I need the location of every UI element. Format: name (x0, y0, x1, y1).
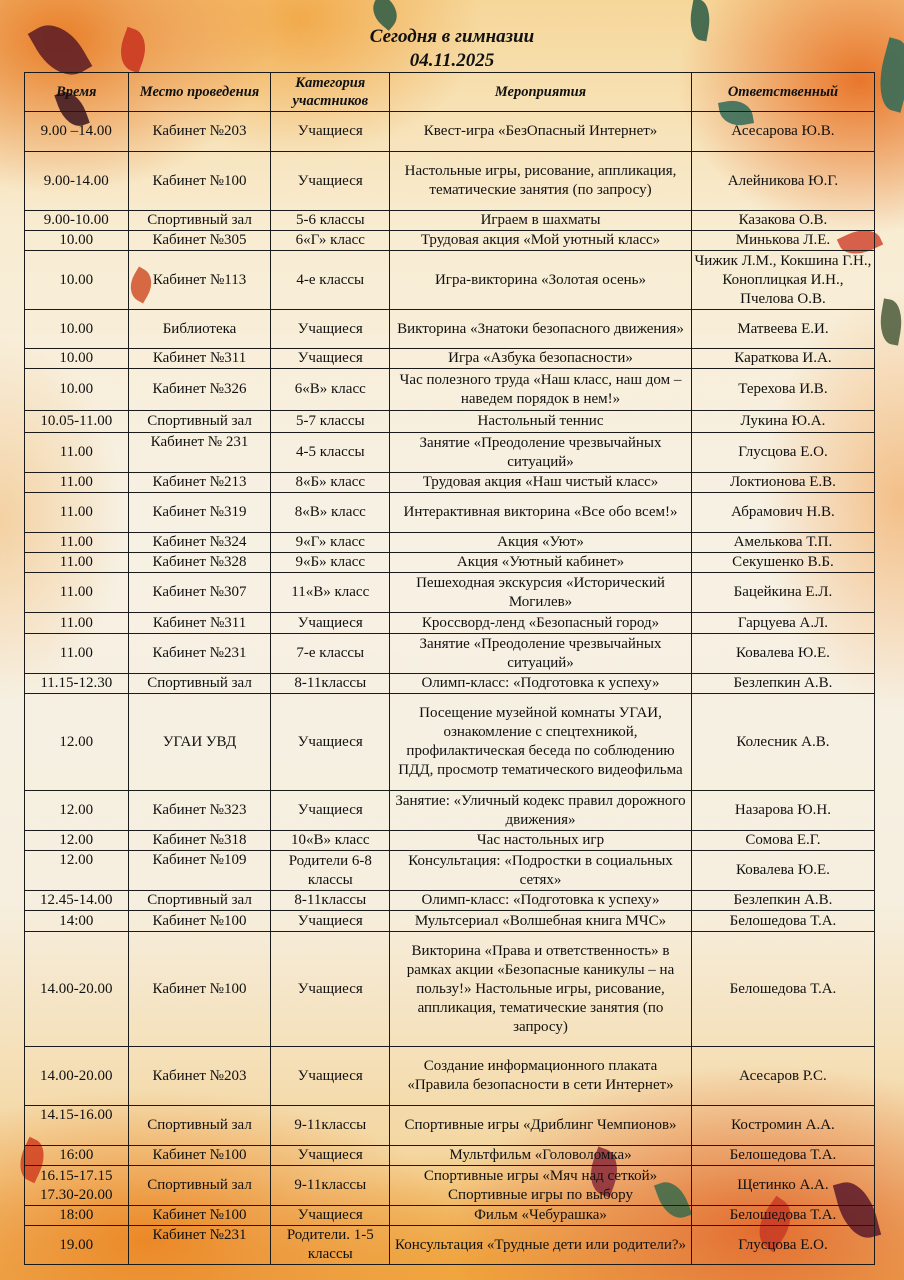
cell-responsible: Терехова И.В. (691, 369, 874, 411)
cell-time: 14.15-16.00 (25, 1106, 129, 1146)
table-row (25, 493, 875, 533)
cell-place: Кабинет №328 (128, 553, 271, 573)
cell-place: Кабинет №203 (128, 112, 271, 152)
cell-category: 9-11классы (271, 1166, 390, 1206)
cell-responsible: Матвеева Е.И. (691, 310, 874, 349)
cell-time: 11.15-12.30 (25, 674, 129, 694)
table-row (25, 369, 875, 411)
table-row (25, 891, 875, 911)
table-row (25, 1047, 875, 1106)
table-row (25, 851, 875, 891)
table-row (25, 152, 875, 211)
cell-time: 12.00 (25, 831, 129, 851)
cell-place: Кабинет №307 (128, 573, 271, 613)
cell-place: Кабинет №213 (128, 473, 271, 493)
table-row (25, 613, 875, 634)
page-title: Сегодня в гимназии (369, 26, 535, 47)
cell-event: Викторина «Права и ответственность» в рамках акции «Безопасные каникулы – на пользу!» Настольные игры, рисование, аппликация, тематические занятия (по запросу) (390, 932, 692, 1047)
cell-responsible: Асесарова Ю.В. (691, 112, 874, 152)
cell-responsible: Казакова О.В. (691, 211, 874, 231)
cell-category: 8-11классы (271, 674, 390, 694)
cell-responsible: Асесаров Р.С. (691, 1047, 874, 1106)
cell-category: 9«Б» класс (271, 553, 390, 573)
cell-category: 4-е классы (271, 251, 390, 310)
cell-responsible: Амелькова Т.П. (691, 533, 874, 553)
cell-time: 10.00 (25, 369, 129, 411)
cell-time: 10.05-11.00 (25, 411, 129, 433)
cell-category: 5-6 классы (271, 211, 390, 231)
column-header-responsible: Ответственный (691, 73, 874, 112)
cell-place: Кабинет №323 (128, 791, 271, 831)
cell-event: Трудовая акция «Мой уютный класс» (390, 231, 692, 251)
cell-responsible: Абрамович Н.В. (691, 493, 874, 533)
cell-category: 5-7 классы (271, 411, 390, 433)
table-row (25, 791, 875, 831)
cell-place: Кабинет №100 (128, 1206, 271, 1226)
table-row (25, 1226, 875, 1265)
cell-place: Спортивный зал (128, 1166, 271, 1206)
cell-responsible: Глусцова Е.О. (691, 433, 874, 473)
cell-category: 10«В» класс (271, 831, 390, 851)
cell-time: 10.00 (25, 310, 129, 349)
cell-category: Учащиеся (271, 694, 390, 791)
cell-event: Игра-викторина «Золотая осень» (390, 251, 692, 310)
cell-category: Учащиеся (271, 1206, 390, 1226)
cell-event: Мультфильм «Головоломка» (390, 1146, 692, 1166)
cell-event: Занятие «Преодоление чрезвычайных ситуаций» (390, 634, 692, 674)
table-row (25, 112, 875, 152)
cell-category: Родители. 1-5 классы (271, 1226, 390, 1265)
cell-event: Час настольных игр (390, 831, 692, 851)
cell-responsible: Щетинко А.А. (691, 1166, 874, 1206)
table-row (25, 251, 875, 310)
table-row (25, 349, 875, 369)
cell-event: Интерактивная викторина «Все обо всем!» (390, 493, 692, 533)
cell-time: 14.00-20.00 (25, 1047, 129, 1106)
cell-responsible: Белошедова Т.А. (691, 1146, 874, 1166)
table-row (25, 634, 875, 674)
cell-event: Пешеходная экскурсия «Исторический Могилев» (390, 573, 692, 613)
cell-place: Кабинет №231 (128, 634, 271, 674)
cell-time: 12.45-14.00 (25, 891, 129, 911)
cell-time: 14.00-20.00 (25, 932, 129, 1047)
cell-category: Учащиеся (271, 1047, 390, 1106)
schedule-table (24, 72, 875, 1265)
cell-event: Кроссворд-ленд «Безопасный город» (390, 613, 692, 634)
table-row (25, 831, 875, 851)
leaf-decoration (876, 298, 904, 345)
cell-responsible: Алейникова Ю.Г. (691, 152, 874, 211)
cell-responsible: Костромин А.А. (691, 1106, 874, 1146)
column-header-time: Время (25, 73, 129, 112)
cell-place: Кабинет №324 (128, 533, 271, 553)
cell-place: Кабинет №319 (128, 493, 271, 533)
cell-time: 12.00 (25, 694, 129, 791)
table-row (25, 211, 875, 231)
cell-responsible: Сомова Е.Г. (691, 831, 874, 851)
cell-responsible: Колесник А.В. (691, 694, 874, 791)
cell-event: Спортивные игры «Мяч над сеткой» Спортивные игры по выбору (390, 1166, 692, 1206)
cell-event: Игра «Азбука безопасности» (390, 349, 692, 369)
cell-event: Олимп-класс: «Подготовка к успеху» (390, 674, 692, 694)
cell-event: Консультация: «Подростки в социальных сетях» (390, 851, 692, 891)
cell-category: Учащиеся (271, 112, 390, 152)
table-row (25, 1146, 875, 1166)
cell-responsible: Бацейкина Е.Л. (691, 573, 874, 613)
cell-event: Акция «Уют» (390, 533, 692, 553)
cell-place: Кабинет №311 (128, 349, 271, 369)
cell-event: Олимп-класс: «Подготовка к успеху» (390, 891, 692, 911)
table-row (25, 674, 875, 694)
cell-responsible: Глусцова Е.О. (691, 1226, 874, 1265)
cell-category: 9«Г» класс (271, 533, 390, 553)
table-row (25, 411, 875, 433)
cell-category: 6«Г» класс (271, 231, 390, 251)
cell-responsible: Назарова Ю.Н. (691, 791, 874, 831)
page-date: 04.11.2025 (409, 50, 495, 71)
cell-category: Учащиеся (271, 911, 390, 932)
cell-responsible: Секушенко В.Б. (691, 553, 874, 573)
cell-time: 12.00 (25, 791, 129, 831)
cell-category: Учащиеся (271, 791, 390, 831)
cell-event: Создание информационного плаката «Правила безопасности в сети Интернет» (390, 1047, 692, 1106)
cell-time: 9.00-14.00 (25, 152, 129, 211)
cell-place: Кабинет №100 (128, 1146, 271, 1166)
cell-time: 11.00 (25, 553, 129, 573)
cell-time: 11.00 (25, 634, 129, 674)
cell-event: Играем в шахматы (390, 211, 692, 231)
table-row (25, 573, 875, 613)
cell-responsible: Белошедова Т.А. (691, 911, 874, 932)
cell-time: 9.00 –14.00 (25, 112, 129, 152)
table-row (25, 433, 875, 473)
cell-category: 7-е классы (271, 634, 390, 674)
cell-place: Кабинет №231 (128, 1226, 271, 1265)
table-row (25, 694, 875, 791)
cell-time: 11.00 (25, 493, 129, 533)
cell-category: 11«В» класс (271, 573, 390, 613)
cell-responsible: Безлепкин А.В. (691, 674, 874, 694)
cell-place: Кабинет №109 (128, 851, 271, 891)
cell-category: 4-5 классы (271, 433, 390, 473)
table-row (25, 911, 875, 932)
cell-place: Спортивный зал (128, 891, 271, 911)
cell-category: Учащиеся (271, 152, 390, 211)
cell-category: 8«Б» класс (271, 473, 390, 493)
cell-time: 14:00 (25, 911, 129, 932)
cell-place: УГАИ УВД (128, 694, 271, 791)
cell-category: 6«В» класс (271, 369, 390, 411)
table-row (25, 553, 875, 573)
cell-category: Родители 6-8 классы (271, 851, 390, 891)
cell-category: Учащиеся (271, 310, 390, 349)
cell-responsible: Белошедова Т.А. (691, 1206, 874, 1226)
cell-category: Учащиеся (271, 1146, 390, 1166)
cell-place: Кабинет №318 (128, 831, 271, 851)
cell-time: 16.15-17.15 17.30-20.00 (25, 1166, 129, 1206)
table-row (25, 1206, 875, 1226)
cell-responsible: Ковалева Ю.Е. (691, 851, 874, 891)
table-row (25, 310, 875, 349)
cell-event: Занятие «Преодоление чрезвычайных ситуаций» (390, 433, 692, 473)
cell-category: Учащиеся (271, 932, 390, 1047)
table-row (25, 231, 875, 251)
cell-place: Спортивный зал (128, 211, 271, 231)
cell-event: Настольные игры, рисование, аппликация, тематические занятия (по запросу) (390, 152, 692, 211)
cell-time: 11.00 (25, 473, 129, 493)
cell-time: 12.00 (25, 851, 129, 891)
table-header-row (25, 73, 875, 112)
cell-category: 8-11классы (271, 891, 390, 911)
cell-place: Кабинет №100 (128, 911, 271, 932)
cell-time: 11.00 (25, 613, 129, 634)
leaf-decoration (871, 37, 904, 112)
cell-event: Трудовая акция «Наш чистый класс» (390, 473, 692, 493)
cell-place: Кабинет №203 (128, 1047, 271, 1106)
column-header-event: Мероприятия (390, 73, 692, 112)
cell-place: Кабинет №113 (128, 251, 271, 310)
cell-place: Библиотека (128, 310, 271, 349)
cell-event: Акция «Уютный кабинет» (390, 553, 692, 573)
cell-place: Кабинет №100 (128, 152, 271, 211)
column-header-place: Место проведения (128, 73, 271, 112)
cell-responsible: Лукина Ю.А. (691, 411, 874, 433)
table-row (25, 533, 875, 553)
table-row (25, 932, 875, 1047)
cell-responsible: Гарцуева А.Л. (691, 613, 874, 634)
cell-responsible: Чижик Л.М., Кокшина Г.Н., Коноплицкая И.Н., Пчелова О.В. (691, 251, 874, 310)
cell-event: Фильм «Чебурашка» (390, 1206, 692, 1226)
cell-place: Кабинет №326 (128, 369, 271, 411)
cell-time: 9.00-10.00 (25, 211, 129, 231)
cell-event: Консультация «Трудные дети или родители?» (390, 1226, 692, 1265)
cell-responsible: Безлепкин А.В. (691, 891, 874, 911)
cell-place: Кабинет №311 (128, 613, 271, 634)
cell-place: Кабинет №100 (128, 932, 271, 1047)
cell-event: Спортивные игры «Дриблинг Чемпионов» (390, 1106, 692, 1146)
cell-time: 10.00 (25, 251, 129, 310)
cell-time: 11.00 (25, 533, 129, 553)
cell-category: Учащиеся (271, 349, 390, 369)
cell-place: Кабинет №305 (128, 231, 271, 251)
table-row (25, 473, 875, 493)
cell-responsible: Ковалева Ю.Е. (691, 634, 874, 674)
cell-time: 11.00 (25, 573, 129, 613)
cell-time: 10.00 (25, 231, 129, 251)
cell-event: Викторина «Знатоки безопасного движения» (390, 310, 692, 349)
cell-time: 18:00 (25, 1206, 129, 1226)
cell-category: Учащиеся (271, 613, 390, 634)
cell-responsible: Минькова Л.Е. (691, 231, 874, 251)
cell-place: Спортивный зал (128, 411, 271, 433)
cell-time: 11.00 (25, 433, 129, 473)
cell-category: 9-11классы (271, 1106, 390, 1146)
table-body (25, 112, 875, 1265)
cell-responsible: Караткова И.А. (691, 349, 874, 369)
cell-category: 8«В» класс (271, 493, 390, 533)
cell-event: Мультсериал «Волшебная книга МЧС» (390, 911, 692, 932)
cell-place: Спортивный зал (128, 674, 271, 694)
cell-time: 16:00 (25, 1146, 129, 1166)
cell-responsible: Локтионова Е.В. (691, 473, 874, 493)
cell-place: Кабинет № 231 (128, 433, 271, 473)
cell-event: Занятие: «Уличный кодекс правил дорожного движения» (390, 791, 692, 831)
table-row (25, 1166, 875, 1206)
cell-responsible: Белошедова Т.А. (691, 932, 874, 1047)
cell-time: 19.00 (25, 1226, 129, 1265)
cell-event: Час полезного труда «Наш класс, наш дом – наведем порядок в нем!» (390, 369, 692, 411)
cell-place: Спортивный зал (128, 1106, 271, 1146)
cell-event: Посещение музейной комнаты УГАИ, ознакомление с спецтехникой, профилактическая беседа по соблюдению ПДД, просмотр тематического видеофильма (390, 694, 692, 791)
table-row (25, 1106, 875, 1146)
cell-time: 10.00 (25, 349, 129, 369)
column-header-category: Категория участников (271, 73, 390, 112)
cell-event: Квест-игра «БезОпасный Интернет» (390, 112, 692, 152)
cell-event: Настольный теннис (390, 411, 692, 433)
